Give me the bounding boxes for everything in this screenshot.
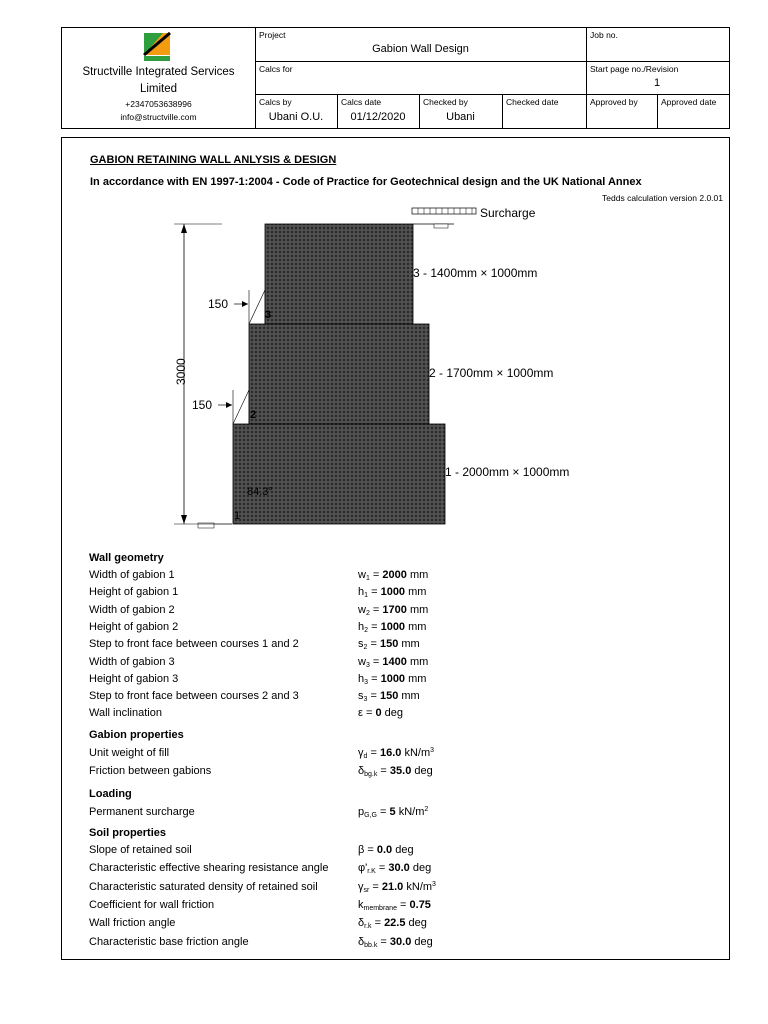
- calcs-date-label: Calcs date: [341, 97, 382, 107]
- property-subscript: 2: [364, 626, 369, 634]
- loading-heading: Loading: [89, 788, 132, 800]
- property-unit: mm: [401, 638, 420, 651]
- property-unit: mm: [408, 672, 427, 685]
- property-unit: kN/m: [406, 880, 433, 893]
- property-unit: mm: [409, 603, 429, 616]
- property-symbol: φ': [358, 862, 368, 875]
- property-number: 30.0: [389, 935, 412, 948]
- calculation-sheet: [61, 137, 730, 960]
- property-unit: kN/m: [404, 747, 431, 759]
- property-unit: deg: [412, 862, 432, 875]
- soil-properties-heading: Soil properties: [89, 827, 167, 839]
- property-value: $p_{G,G} = 5$ $kN/m^2$: [358, 806, 429, 819]
- property-number: 150: [379, 638, 399, 651]
- document-title: GABION RETAINING WALL ANLYSIS & DESIGN: [90, 154, 337, 166]
- property-number: 1000: [380, 586, 406, 599]
- property-value: $s_3 = 150$ mm: [358, 690, 420, 704]
- property-value: $h_2 = 1000$ mm: [358, 620, 427, 634]
- property-subscript: G,G: [364, 812, 377, 819]
- property-symbol: w: [358, 655, 366, 668]
- property-label: Height of gabion 2: [89, 620, 179, 633]
- project-label: Project: [259, 30, 286, 40]
- property-symbol: δ: [358, 765, 365, 777]
- property-unit: deg: [414, 935, 433, 948]
- property-value: $\gamma_d = 16.0$ $kN/m^3$: [358, 747, 435, 760]
- gabion-3-label: 3 - 1400mm × 1000mm: [413, 266, 538, 280]
- property-value: β = 0.0 deg: [358, 844, 414, 856]
- property-symbol: δ: [358, 935, 365, 948]
- project-value: Gabion Wall Design: [372, 43, 469, 55]
- gabion-2-label: 2 - 1700mm × 1000mm: [429, 366, 554, 380]
- property-number: 0: [375, 707, 382, 720]
- property-unit: mm: [408, 586, 427, 599]
- property-symbol: s: [358, 638, 364, 651]
- version-note: Tedds calculation version 2.0.01: [602, 193, 723, 203]
- property-value: ε = 0 deg: [358, 707, 403, 720]
- property-number: 150: [379, 690, 399, 703]
- small-label-2: 2: [250, 409, 257, 421]
- company-phone: +2347053638996: [125, 99, 192, 109]
- jobno-label: Job no.: [590, 30, 618, 40]
- property-superscript: 2: [424, 806, 429, 813]
- property-number: 5: [389, 806, 396, 818]
- title-block: [61, 27, 730, 129]
- property-symbol: ε: [358, 707, 363, 720]
- small-label-1: 1: [234, 510, 241, 522]
- property-label: Characteristic effective shearing resistance angle: [89, 862, 329, 875]
- step-dimension-lower: [218, 390, 249, 424]
- property-symbol: γ: [358, 747, 364, 759]
- property-symbol: h: [358, 586, 365, 599]
- property-unit: mm: [409, 569, 429, 581]
- property-value: $s_2 = 150$ mm: [358, 638, 420, 652]
- property-value: $w_3 = 1400$ mm: [358, 655, 429, 669]
- company-cell: [62, 28, 255, 128]
- divider: [255, 94, 730, 95]
- property-symbol: β: [358, 844, 365, 856]
- property-label: Unit weight of fill: [89, 747, 170, 759]
- property-label: Height of gabion 3: [89, 672, 179, 685]
- property-label: Friction between gabions: [89, 765, 212, 777]
- property-number: 21.0: [381, 880, 404, 893]
- property-unit: deg: [395, 844, 414, 856]
- property-subscript: 3: [364, 678, 369, 686]
- property-unit: deg: [384, 707, 403, 720]
- calcs-for-label: Calcs for: [259, 64, 293, 74]
- property-superscript: 3: [432, 880, 436, 888]
- property-symbol: p: [358, 806, 365, 818]
- company-name-line2: Limited: [139, 83, 178, 95]
- property-unit: mm: [408, 620, 427, 633]
- property-symbol: w: [358, 569, 366, 581]
- gabion-3: [265, 224, 413, 324]
- surcharge-label: Surcharge: [480, 206, 536, 220]
- property-unit: kN/m: [398, 806, 425, 818]
- property-superscript: 3: [430, 747, 435, 754]
- step-dimension-upper: [234, 290, 265, 324]
- property-label: Width of gabion 1: [89, 569, 175, 581]
- property-symbol: w: [358, 603, 366, 616]
- gabion-1-label: 1 - 2000mm × 1000mm: [445, 465, 570, 479]
- property-number: 1400: [382, 655, 407, 668]
- approved-date-label: Approved date: [661, 97, 717, 107]
- property-symbol: δ: [358, 917, 365, 930]
- property-label: Height of gabion 1: [89, 586, 179, 599]
- wall-geometry-heading: Wall geometry: [89, 552, 164, 564]
- divider: [255, 61, 730, 62]
- property-symbol: h: [358, 620, 365, 633]
- property-number: 16.0: [379, 747, 402, 759]
- calcs-by-value: Ubani O.U.: [268, 111, 324, 123]
- property-subscript: 2: [363, 644, 368, 652]
- property-label: Characteristic base friction angle: [89, 935, 249, 948]
- property-unit: mm: [401, 690, 420, 703]
- property-label: Slope of retained soil: [89, 844, 192, 856]
- property-value: $w_1 = 2000$ mm: [358, 569, 429, 582]
- surcharge-symbol: [412, 208, 476, 228]
- property-subscript: 1: [364, 592, 369, 600]
- property-value: $\delta_{r.k} = 22.5$ deg: [358, 917, 427, 931]
- property-subscript: 3: [365, 661, 370, 669]
- property-unit: deg: [408, 917, 427, 930]
- property-unit: deg: [414, 765, 433, 777]
- document-subtitle: In accordance with EN 1997-1:2004 - Code of Practice for Geotechnical design and the UK National Annex: [90, 176, 642, 188]
- ground-symbol: [198, 523, 232, 528]
- company-logo: [143, 32, 171, 62]
- gabion-2: [249, 324, 429, 424]
- startpage-label: Start page no./Revision: [590, 64, 679, 74]
- property-symbol: s: [358, 690, 364, 703]
- property-subscript: 3: [363, 696, 368, 704]
- property-subscript: 2: [365, 609, 370, 617]
- company-email: info@structville.com: [120, 112, 197, 122]
- property-subscript: r.k: [364, 923, 372, 931]
- property-number: 22.5: [384, 917, 406, 930]
- gabion-1: [233, 424, 445, 524]
- step-dim-lower-label: 150: [192, 398, 213, 412]
- property-subscript: bb.k: [364, 941, 378, 949]
- property-number: 1000: [380, 620, 406, 633]
- step-dim-upper-label: 150: [208, 297, 229, 311]
- property-number: 35.0: [389, 765, 412, 777]
- property-number: 0.75: [409, 898, 431, 911]
- property-label: Wall friction angle: [89, 917, 176, 930]
- divider: [502, 94, 503, 128]
- property-value: $h_3 = 1000$ mm: [358, 672, 427, 686]
- property-subscript: membrane: [363, 904, 397, 912]
- property-value: $\varphi'_{r.K} = 30.0$ deg: [358, 862, 432, 876]
- gabion-properties-heading: Gabion properties: [89, 729, 184, 741]
- property-unit: mm: [409, 655, 429, 668]
- property-number: 1000: [380, 672, 406, 685]
- checked-date-label: Checked date: [506, 97, 559, 107]
- height-dim-label: 3000: [174, 358, 188, 385]
- property-label: Step to front face between courses 1 and 2: [89, 638, 299, 651]
- divider: [586, 28, 587, 128]
- property-value: $w_2 = 1700$ mm: [358, 603, 429, 617]
- property-label: Width of gabion 2: [89, 603, 175, 616]
- property-number: 0.0: [376, 844, 393, 856]
- property-subscript: r.K: [367, 868, 376, 876]
- property-label: Characteristic saturated density of retained soil: [89, 880, 318, 893]
- property-value: $\delta_{bg.k} = 35.0$ deg: [358, 765, 433, 778]
- property-value: $h_1 = 1000$ mm: [358, 586, 427, 600]
- property-symbol: γ: [358, 880, 364, 893]
- property-value: $k_{membrane} = 0.75$: [358, 898, 431, 912]
- checked-by-label: Checked by: [423, 97, 468, 107]
- property-value: $\delta_{bb.k} = 30.0$ deg: [358, 935, 433, 949]
- property-subscript: bg.k: [364, 771, 378, 778]
- property-label: Step to front face between courses 2 and 3: [89, 690, 299, 703]
- property-label: Wall inclination: [89, 707, 162, 720]
- property-subscript: 1: [365, 575, 370, 582]
- property-number: 2000: [382, 569, 407, 581]
- company-name-line1: Structville Integrated Services: [82, 66, 235, 78]
- gabion-wall-diagram: [62, 138, 729, 538]
- property-subscript: d: [363, 753, 368, 760]
- property-value: $\gamma_{sr} = 21.0$ $kN/m^3$: [358, 880, 436, 894]
- startpage-value: 1: [654, 77, 661, 89]
- checked-by-value: Ubani: [446, 111, 475, 123]
- property-number: 1700: [382, 603, 407, 616]
- property-number: 30.0: [388, 862, 410, 875]
- angle-label: 84.3°: [247, 486, 273, 498]
- calcs-by-label: Calcs by: [259, 97, 292, 107]
- property-label: Coefficient for wall friction: [89, 898, 215, 911]
- small-label-3: 3: [265, 309, 272, 321]
- property-symbol: h: [358, 672, 365, 685]
- calcs-date-value: 01/12/2020: [350, 111, 406, 123]
- property-symbol: k: [358, 898, 364, 911]
- property-label: Permanent surcharge: [89, 806, 195, 818]
- divider: [657, 94, 658, 128]
- property-label: Width of gabion 3: [89, 655, 175, 668]
- property-subscript: sr: [363, 886, 370, 894]
- approved-by-label: Approved by: [590, 97, 638, 107]
